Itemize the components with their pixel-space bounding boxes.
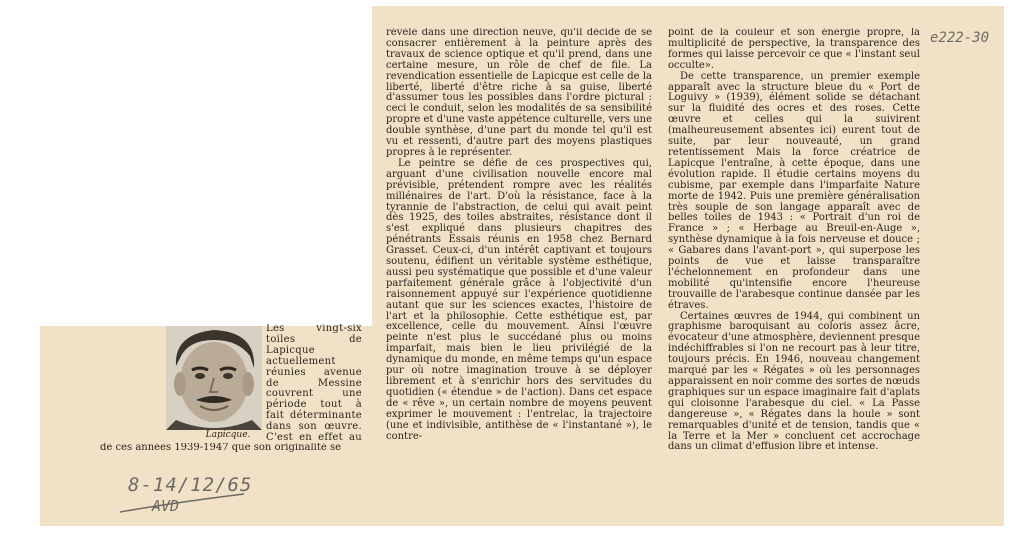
article-paragraph: point de la couleur et son énergie propre, la multiplicité de perspective, la transparence des formes qui laisse percevoir ce que « l'instant seul occulte». <box>668 28 920 71</box>
handwritten-date-annotation: 8-14/12/65 <box>128 474 253 496</box>
article-paragraph: Certaines œuvres de 1944, qui combinent un graphisme baroquisant au coloris assez âcre, évocateur d'une atmosphère, deviennent presque indéchiffrables si l'on ne recourt pas à leur titre, toujours précis. En 1946, nouveau changement marqué par les « Régates » où les personnages apparaissent en noir comme des sortes de nœuds graphiques sur un espace imaginaire fait d'aplats qui cloisonne l'arabesque du ciel. « La Passe dangereuse », « Régates dans la houle » sont remarquables d'unité et de tension, tandis que « la Terre et la Mer » concluent cet accrochage dans un climat d'effusion libre et intense. <box>668 310 920 453</box>
article-paragraph: révèle dans une direction neuve, qu'il décide de se consacrer entièrement à la peinture après des travaux de science optique et qu'il prend, dans une certaine mesure, un rôle de chef de file. La revendication essentielle de Lapicque est celle de la liberté, liberté d'être riche à sa guise, liberté d'assumer tous les possibles dans l'ordre pictural : ceci le conduit, selon les modalités de sa sensibilité propre et d'une vaste appétence culturelle, vers une double synthèse, d'une part du monde tel qu'il est vu et ressenti, d'autre part des moyens plastiques propres à le représenter. <box>386 28 652 158</box>
article-paragraph: Le peintre se défie de ces prospectives qui, arguant d'une civilisation nouvelle encore mal prévisible, prétendent rompre avec les réalités millénaires de l'art. D'où la résistance, face à la tyrannie de l'abstraction, de celui qui avait peint dès 1925, des toiles abstraites, résistance dont il s'est expliqué dans plusieurs chapitres des pénétrants Essais réunis en 1958 chez Bernard Grasset. Ceux-ci, d'un intérêt captivant et toujours soutenu, édifient un véritable système esthétique, aussi peu systématique que possible et d'une valeur parfaitement générale grâce à l'objectivité d'un raisonnement appuyé sur l'expérience quotidienne autant que sur les sciences exactes, l'histoire de l'art et la philosophie. Cette esthétique est, par excellence, celle du mouvement. Ainsi l'œuvre peinte n'est plus le succédané plus ou moins imparfait, mais bien le lieu privilégié de la dynamique du monde, en même temps qu'un espace pur où notre imagination trouve à se déployer librement et à s'enrichir hors des servitudes du quotidien (« étendue » de l'action). Dans cet espace de « rêve », un certain nombre de moyens peuvent exprimer le mouvement : l'entrelac, la trajectoire (une et indivisible, antithèse de « l'instantané »), le contre- <box>386 157 652 442</box>
archive-reference-annotation: e222-30 <box>930 30 990 46</box>
pencil-stroke <box>118 492 248 516</box>
article-column-left-lower <box>100 443 362 457</box>
photo-caption: Lapicque. <box>205 430 251 440</box>
portrait-photo <box>166 326 262 430</box>
article-column-middle <box>386 28 652 460</box>
article-paragraph: Les vingt-six toiles de Lapicque actuellement réunies avenue de Messine couvrent une période tout à fait déterminante dans son œuvre. C'est en effet au <box>266 324 362 442</box>
article-paragraph: de ces années 1939-1947 que son originalité se <box>100 443 342 453</box>
article-paragraph: De cette transparence, un premier exemple apparaît avec la structure bleue du « Port de Loguivy » (1939), élément solide se détachant sur la fluidité des ocres et des roses. Cette œuvre et celles qui la suivirent (malheureusement absentes ici) eurent tout de suite, par leur nouveauté, un grand retentissement Mais la force créatrice de Lapicque l'entraîne, à cette époque, dans une évolution rapide. Il étudie certains moyens du cubisme, par exemple dans l'imparfaite Nature morte de 1942. Puis une première généralisation très souple de son langage apparaît avec de belles toiles de 1943 : « Portrait d'un roi de France » ; « Herbage au Breuil-en-Auge », synthèse dynamique à la fois nerveuse et douce ; « Gabares dans l'avant-port », qui superpose les points de vue et laisse transparaître l'échelonnement en profondeur dans une mobilité qu'intensifie encore l'heureuse trouvaille de l'arabesque continue dansée par les étraves. <box>668 70 920 311</box>
handwritten-initials: AVD <box>152 497 180 515</box>
article-column-right <box>668 28 920 460</box>
article-column-left-upper <box>266 324 362 442</box>
